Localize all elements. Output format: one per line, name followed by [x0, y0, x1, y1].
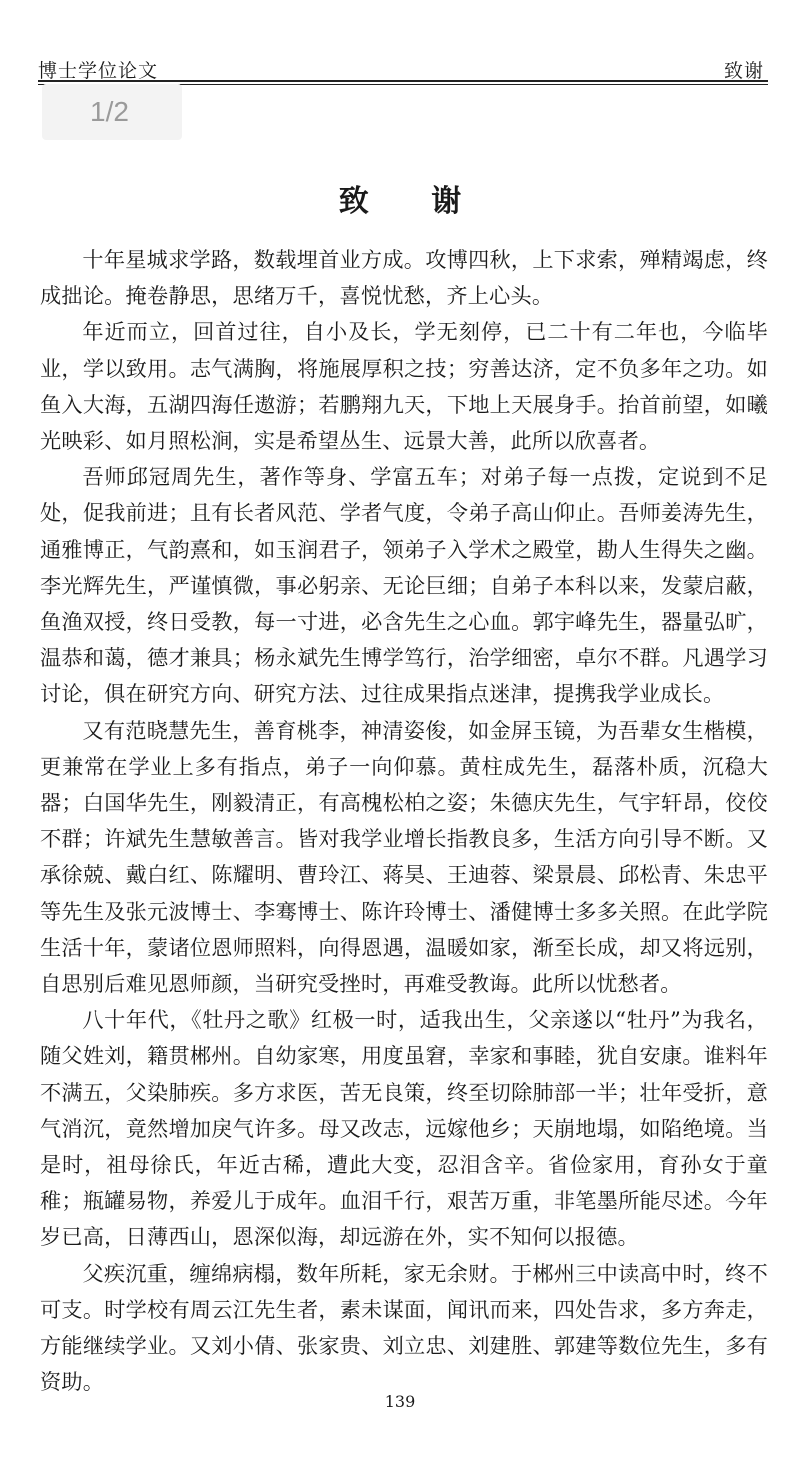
paragraph-1: 十年星城求学路，数载埋首业方成。攻博四秋，上下求索，殚精竭虑，终成拙论。掩卷静思，思绪万千，喜悦忧愁，齐上心头。 — [40, 247, 768, 309]
header-thesis-type: 博士学位论文 — [38, 60, 159, 82]
paragraph-6: 父疾沉重，缠绵病榻，数年所耗，家无余财。于郴州三中读高中时，终不可支。时学校有周云江先生者，素未谋面，闻讯而来，四处告求，多方奔走，方能继续学业。又刘小倩、张家贵、刘立忠、刘建胜、郭建等数位先生，多有资助。 — [40, 1260, 768, 1395]
page-title: 致 谢 — [338, 184, 488, 219]
paragraph-2: 年近而立，回首过往，自小及长，学无刻停，已二十有二年也，今临毕业，学以致用。志气满胸，将施展厚积之技；穷善达济，定不负多年之功。如鱼入大海，五湖四海任遨游；若鹏翔九天，下地上天展身手。抬首前望，如曦光映彩、如月照松涧，实是希望丛生、远景大善，此所以欣喜者。 — [40, 319, 768, 454]
header-chapter-title: 致谢 — [723, 60, 764, 82]
running-header — [38, 52, 768, 82]
page-number: 139 — [384, 1392, 416, 1411]
paragraph-5: 八十年代，《牡丹之歌》红极一时，适我出生，父亲遂以“牡丹”为我名，随父姓刘，籍贯郴州。自幼家寒，用度虽窘，幸家和事睦，犹自安康。谁料年不满五，父染肺疾。多方求医，苦无良策，终至切除肺部一半；壮年受折，意气消沉，竟然增加戾气许多。母又改志，远嫁他乡；天崩地塌，如陷绝境。当是时，祖母徐氏，年近古稀，遭此大变，忍泪含辛。省俭家用，育孙女于童稚；瓶罐易物，养爱儿于成年。血泪千行，艰苦万重，非笔墨所能尽述。今年岁已高，日薄西山，恩深似海，却远游在外，实不知何以报德。 — [40, 1007, 768, 1250]
paragraph-3: 吾师邱冠周先生，著作等身、学富五车；对弟子每一点拨，定说到不足处，促我前进；且有长者风范、学者气度，令弟子高山仰止。吾师姜涛先生，通雅博正，气韵熹和，如玉润君子，领弟子入学术之殿堂，勘人生得失之幽。李光辉先生，严谨慎微，事必躬亲、无论巨细；自弟子本科以来，发蒙启蔽，鱼渔双授，终日受教，每一寸进，必含先生之心血。郭宇峰先生，器量弘旷，温恭和蔼，德才兼具；杨永斌先生博学笃行，治学细密，卓尔不群。凡遇学习讨论，俱在研究方向、研究方法、过往成果指点迷津，提携我学业成长。 — [40, 464, 768, 707]
paragraph-4: 又有范晓慧先生，善育桃李，神清姿俊，如金屏玉镜，为吾辈女生楷模，更兼常在学业上多有指点，弟子一向仰慕。黄柱成先生，磊落朴质，沉稳大器；白国华先生，刚毅清正，有高槐松柏之姿；朱德庆先生，气宇轩昂，佼佼不群；许斌先生慧敏善言。皆对我学业增长指教良多，生活方向引导不断。又承徐兢、戴白红、陈耀明、曹玲江、蒋昊、王迪蓉、梁景晨、邱松青、朱忠平等先生及张元波博士、李骞博士、陈许玲博士、潘健博士多多关照。在此学院生活十年，蒙诸位恩师照料，向得恩遇，温暖如家，渐至长成，却又将远别，自思别后难见恩师颜，当研究受挫时，再难受教诲。此所以忧愁者。 — [40, 717, 768, 997]
document-body — [40, 242, 768, 1401]
page-indicator: 1/2 — [42, 84, 182, 140]
